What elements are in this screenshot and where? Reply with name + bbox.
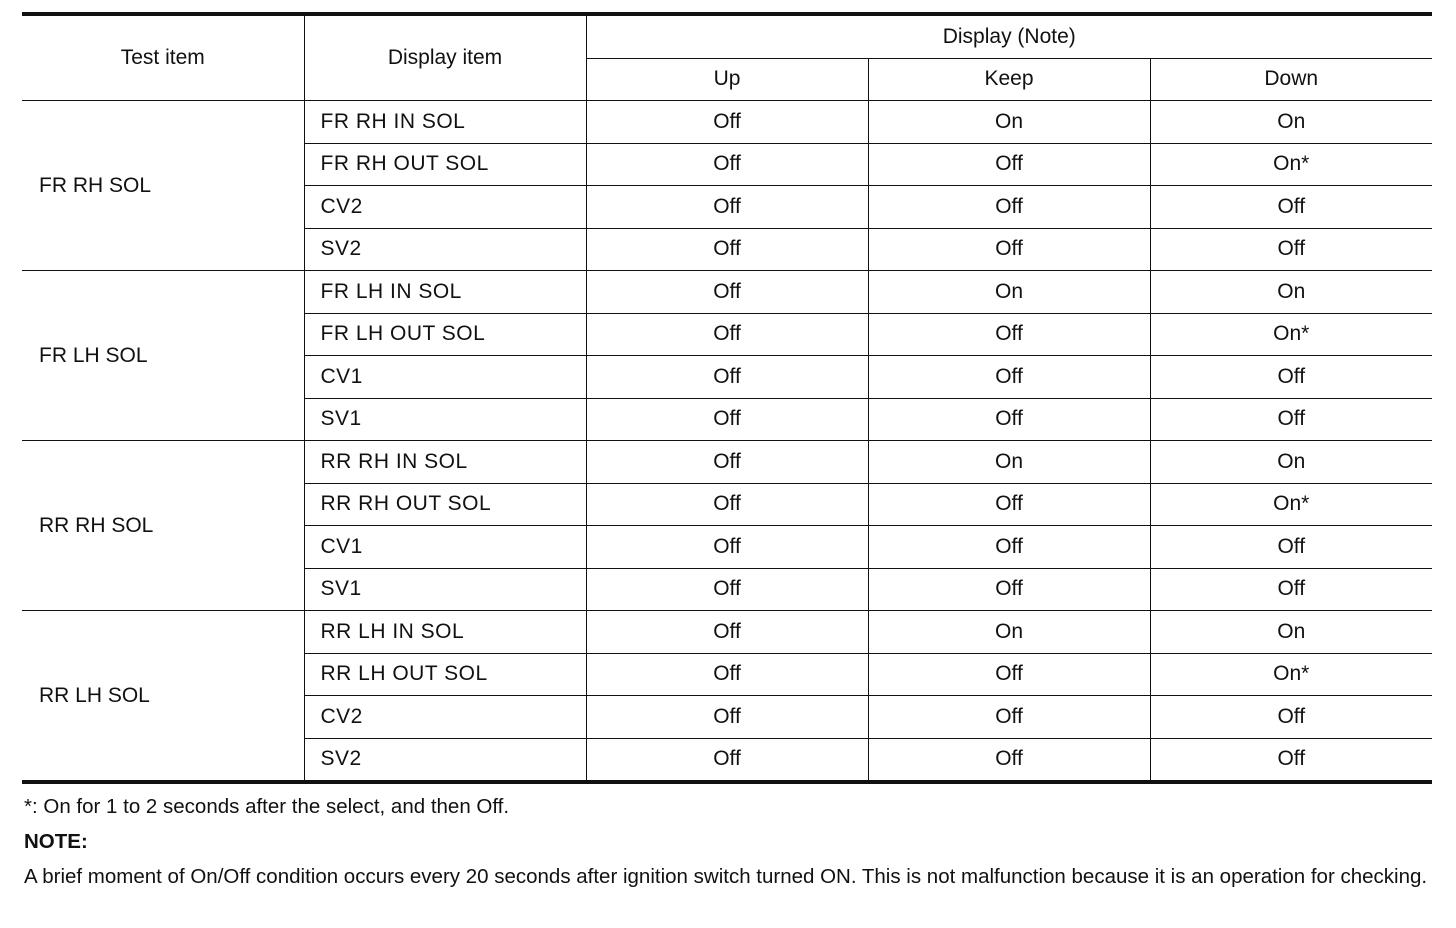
keep-value-cell: On <box>868 101 1150 144</box>
header-up: Up <box>586 58 868 101</box>
down-value-cell: Off <box>1150 398 1432 441</box>
footnote: *: On for 1 to 2 seconds after the select, and then Off. <box>24 795 510 818</box>
up-value-cell: Off <box>586 143 868 186</box>
display-item-cell: FR LH OUT SOL <box>304 313 586 356</box>
up-value-cell: Off <box>586 228 868 271</box>
down-value-cell: On <box>1150 611 1432 654</box>
keep-value-cell: Off <box>868 738 1150 782</box>
display-item-cell: CV1 <box>304 526 586 569</box>
display-item-cell: RR RH IN SOL <box>304 441 586 484</box>
up-value-cell: Off <box>586 186 868 229</box>
display-item-cell: CV1 <box>304 356 586 399</box>
display-item-cell: SV1 <box>304 398 586 441</box>
display-item-cell: RR RH OUT SOL <box>304 483 586 526</box>
keep-value-cell: Off <box>868 696 1150 739</box>
note-text: A brief moment of On/Off condition occurs every 20 seconds after ignition switch turned ON. This is not malfunction because it is an operation for checking. <box>24 865 1428 888</box>
keep-value-cell: Off <box>868 228 1150 271</box>
display-item-cell: SV2 <box>304 738 586 782</box>
keep-value-cell: Off <box>868 143 1150 186</box>
document <box>22 12 1432 892</box>
display-item-cell: FR LH IN SOL <box>304 271 586 314</box>
keep-value-cell: Off <box>868 186 1150 229</box>
display-item-cell: CV2 <box>304 696 586 739</box>
header-keep: Keep <box>868 58 1150 101</box>
keep-value-cell: Off <box>868 483 1150 526</box>
up-value-cell: Off <box>586 271 868 314</box>
test-item-cell: FR LH SOL <box>22 271 304 441</box>
down-value-cell: Off <box>1150 696 1432 739</box>
up-value-cell: Off <box>586 101 868 144</box>
down-value-cell: Off <box>1150 356 1432 399</box>
down-value-cell: On <box>1150 271 1432 314</box>
table-body <box>22 101 1432 783</box>
up-value-cell: Off <box>586 441 868 484</box>
up-value-cell: Off <box>586 611 868 654</box>
down-value-cell: On <box>1150 101 1432 144</box>
keep-value-cell: Off <box>868 653 1150 696</box>
down-value-cell: Off <box>1150 526 1432 569</box>
down-value-cell: Off <box>1150 228 1432 271</box>
display-item-cell: RR LH OUT SOL <box>304 653 586 696</box>
keep-value-cell: On <box>868 611 1150 654</box>
up-value-cell: Off <box>586 568 868 611</box>
up-value-cell: Off <box>586 313 868 356</box>
up-value-cell: Off <box>586 696 868 739</box>
header-display-item: Display item <box>304 14 586 101</box>
test-item-cell: RR LH SOL <box>22 611 304 783</box>
display-item-cell: RR LH IN SOL <box>304 611 586 654</box>
down-value-cell: Off <box>1150 738 1432 782</box>
down-value-cell: Off <box>1150 568 1432 611</box>
keep-value-cell: On <box>868 271 1150 314</box>
keep-value-cell: Off <box>868 526 1150 569</box>
down-value-cell: On <box>1150 441 1432 484</box>
header-display-note: Display (Note) <box>586 14 1432 58</box>
keep-value-cell: On <box>868 441 1150 484</box>
down-value-cell: On* <box>1150 143 1432 186</box>
down-value-cell: On* <box>1150 313 1432 356</box>
header-test-item: Test item <box>22 14 304 101</box>
test-item-cell: FR RH SOL <box>22 101 304 271</box>
active-test-table <box>22 12 1432 784</box>
up-value-cell: Off <box>586 738 868 782</box>
up-value-cell: Off <box>586 356 868 399</box>
down-value-cell: On* <box>1150 653 1432 696</box>
keep-value-cell: Off <box>868 356 1150 399</box>
test-item-cell: RR RH SOL <box>22 441 304 611</box>
display-item-cell: FR RH IN SOL <box>304 101 586 144</box>
table-row <box>22 271 1432 314</box>
keep-value-cell: Off <box>868 313 1150 356</box>
display-item-cell: FR RH OUT SOL <box>304 143 586 186</box>
up-value-cell: Off <box>586 398 868 441</box>
header-down: Down <box>1150 58 1432 101</box>
notes-section <box>22 792 1432 892</box>
up-value-cell: Off <box>586 653 868 696</box>
header-row-1 <box>22 14 1432 58</box>
display-item-cell: CV2 <box>304 186 586 229</box>
up-value-cell: Off <box>586 483 868 526</box>
table-row <box>22 441 1432 484</box>
table-row <box>22 611 1432 654</box>
down-value-cell: On* <box>1150 483 1432 526</box>
up-value-cell: Off <box>586 526 868 569</box>
display-item-cell: SV1 <box>304 568 586 611</box>
keep-value-cell: Off <box>868 398 1150 441</box>
down-value-cell: Off <box>1150 186 1432 229</box>
table-row <box>22 101 1432 144</box>
note-title: NOTE: <box>24 830 88 853</box>
keep-value-cell: Off <box>868 568 1150 611</box>
display-item-cell: SV2 <box>304 228 586 271</box>
